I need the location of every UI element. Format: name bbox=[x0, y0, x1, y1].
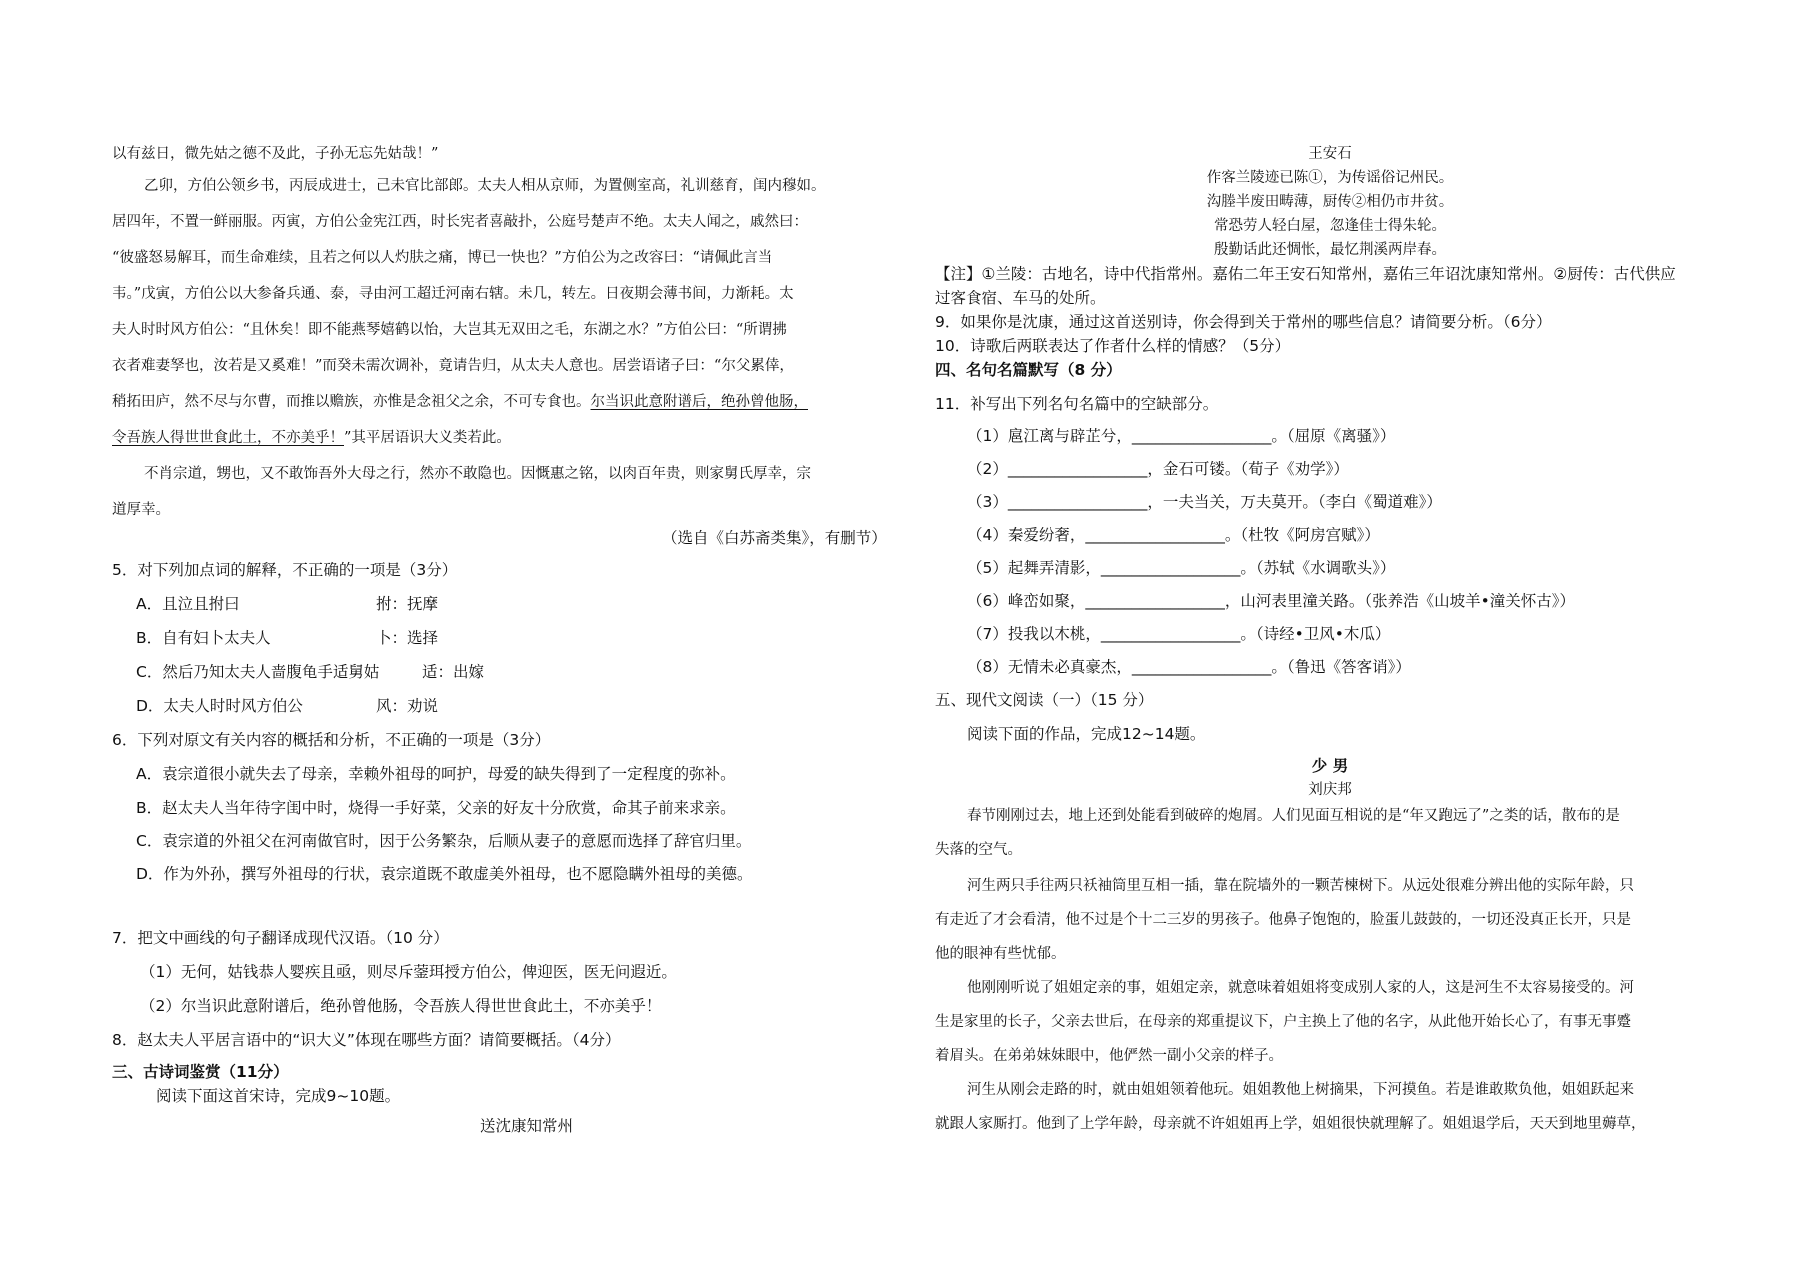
q5-option-d: D．太夫人时时风方伯公 bbox=[136, 697, 303, 715]
passage-line: “彼盛怒易解耳，而生命难续，且若之何以人灼肤之痛，博已一快也？”方伯公为之改容曰：“请佩此言当 bbox=[112, 250, 773, 266]
fill-blank-item: （2）__________________，金石可镂。（荀子《劝学》） bbox=[967, 460, 1349, 478]
story-line: 生是家里的长子，父亲去世后，在母亲的郑重提议下，户主换上了他的名字，从此他开始长心了，有事无事蹙 bbox=[935, 1014, 1631, 1030]
passage-line: 道厚幸。 bbox=[112, 502, 170, 518]
q5-option-a: A．且泣且拊曰 bbox=[136, 595, 240, 613]
passage-line: 乙卯，方伯公领乡书，丙辰成进士，己未官比部郎。太夫人相从京师，为置侧室高，礼训慈育，闺内穆如。 bbox=[144, 178, 826, 194]
section-4-heading: 四、名句名篇默写（8 分） bbox=[935, 361, 1122, 379]
passage-line: 夫人时时风方伯公：“且休矣！即不能燕琴嬉鹤以怡，大岂其无双田之毛，东湖之水？”方伯公曰：“所谓拂 bbox=[112, 322, 787, 338]
question-10: 10．诗歌后两联表达了作者什么样的情感？（5分） bbox=[935, 337, 1291, 355]
question-11: 11．补写出下列名句名篇中的空缺部分。 bbox=[935, 395, 1219, 413]
source-citation: （选自《白苏斋类集》，有删节） bbox=[662, 529, 887, 547]
poem-line: 常恐劳人轻白屋，忽逢佳士得朱轮。 bbox=[1214, 218, 1446, 234]
story-line: 就跟人家厮打。他到了上学年龄，母亲就不许姐姐再上学，姐姐很快就理解了。姐姐退学后，天天到地里薅草， bbox=[935, 1116, 1646, 1132]
passage-line: 居四年，不置一鲜丽服。丙寅，方伯公金宪江西，时长宪者喜敲扑，公庭号楚声不绝。太夫人闻之，戚然曰： bbox=[112, 214, 808, 230]
poem-line: 殷勤话此还惆怅，最忆荆溪两岸春。 bbox=[1214, 242, 1446, 258]
q7-sentence-2: （2）尔当识此意附谱后，绝孙曾他肠，令吾族人得世世食此土，不亦美乎！ bbox=[140, 997, 662, 1015]
passage-line bbox=[112, 392, 808, 412]
section-3-intro: 阅读下面这首宋诗，完成9~10题。 bbox=[156, 1087, 401, 1105]
poem-note: 过客食宿、车马的处所。 bbox=[935, 289, 1106, 307]
story-line: 春节刚刚过去，地上还到处能看到破碎的炮屑。人们见面互相说的是“年又跑远了”之类的话，散布的是 bbox=[967, 808, 1620, 824]
fill-blank-item: （3）__________________，一夫当关，万夫莫开。（李白《蜀道难》） bbox=[967, 493, 1442, 511]
story-line: 失落的空气。 bbox=[935, 842, 1022, 858]
q7-sentence-1: （1）无何，姑钱恭人婴疾且亟，则尽斥蓥珥授方伯公，俾迎医，医无问遐近。 bbox=[140, 963, 677, 981]
q6-option-a: A．袁宗道很小就失去了母亲，幸赖外祖母的呵护，母爱的缺失得到了一定程度的弥补。 bbox=[136, 765, 736, 783]
q5-option-b-gloss: 卜：选择 bbox=[376, 629, 439, 647]
q5-option-c-gloss: 适：出嫁 bbox=[422, 663, 485, 681]
passage-text: ”其平居语识大义类若此。 bbox=[344, 430, 511, 446]
story-author: 刘庆邦 bbox=[1308, 782, 1352, 798]
question-5: 5．对下列加点词的解释，不正确的一项是（3分） bbox=[112, 561, 458, 579]
story-line: 他的眼神有些忧郁。 bbox=[935, 946, 1066, 962]
question-7: 7．把文中画线的句子翻译成现代汉语。（10 分） bbox=[112, 929, 449, 947]
underlined-sentence-2: 令吾族人得世世食此土，不亦美乎！ bbox=[112, 430, 344, 446]
fill-blank-item: （7）投我以木桃，__________________。（诗经•卫风•木瓜） bbox=[967, 625, 1391, 643]
section-3-heading: 三、古诗词鉴赏（11分） bbox=[112, 1063, 289, 1081]
poem-line: 作客兰陵迹已陈①，为传谣俗记州民。 bbox=[1206, 170, 1454, 186]
q6-option-c: C．袁宗道的外祖父在河南做官时，因于公务繁杂，后顺从妻子的意愿而选择了辞官归里。 bbox=[136, 832, 752, 850]
poem-author: 王安石 bbox=[1308, 146, 1352, 162]
story-title: 少 男 bbox=[1311, 757, 1349, 775]
q6-option-b: B．赵太夫人当年待字闺中时，烧得一手好菜，父亲的好友十分欣赏，命其子前来求亲。 bbox=[136, 799, 736, 817]
story-line: 他刚刚听说了姐姐定亲的事，姐姐定亲，就意味着姐姐将变成别人家的人，这是河生不太容易接受的。河 bbox=[967, 980, 1634, 996]
underlined-sentence-1: 尔当识此意附谱后，绝孙曾他肠， bbox=[590, 394, 808, 410]
question-6: 6．下列对原文有关内容的概括和分析，不正确的一项是（3分） bbox=[112, 731, 551, 749]
question-8: 8．赵太夫人平居言语中的“识大义”体现在哪些方面？请简要概括。（4分） bbox=[112, 1031, 621, 1049]
story-line: 有走近了才会看清，他不过是个十二三岁的男孩子。他鼻子饱饱的，脸蛋儿鼓鼓的，一切还没真正长开，只是 bbox=[935, 912, 1631, 928]
q5-option-a-gloss: 拊：抚摩 bbox=[376, 595, 439, 613]
q5-option-b: B．自有妇卜太夫人 bbox=[136, 629, 271, 647]
fill-blank-item: （5）起舞弄清影，__________________。（苏轼《水调歌头》） bbox=[967, 559, 1396, 577]
q5-option-d-gloss: 风：劝说 bbox=[376, 697, 439, 715]
story-line: 河生两只手往两只袄袖筒里互相一插，靠在院墙外的一颗苦楝树下。从远处很难分辨出他的实际年龄，只 bbox=[967, 878, 1634, 894]
passage-line: 以有兹日，微先姑之德不及此，子孙无忘先姑哉！” bbox=[112, 146, 439, 162]
passage-line: 不肖宗道，甥也，又不敢饰吾外大母之行，然亦不敢隐也。因慨惠之铭，以肉百年贵，则家舅氏厚幸，宗 bbox=[144, 466, 811, 482]
fill-blank-item: （4）秦爱纷奢，__________________。（杜牧《阿房宫赋》） bbox=[967, 526, 1380, 544]
fill-blank-item: （6）峰峦如聚，__________________，山河表里潼关路。（张养浩《山坡羊•潼关怀古》） bbox=[967, 592, 1576, 610]
section-5-intro: 阅读下面的作品，完成12~14题。 bbox=[967, 725, 1206, 743]
fill-blank-item: （8）无情未必真豪杰，__________________。（鲁迅《答客诮》） bbox=[967, 658, 1411, 676]
question-9: 9．如果你是沈康，通过这首送别诗，你会得到关于常州的哪些信息？请简要分析。（6分） bbox=[935, 313, 1552, 331]
passage-line: 衣者难妻孥也，汝若是又奚难！”而癸未需次调补，竟请告归，从太夫人意也。居尝语诸子曰：“尔父累倖， bbox=[112, 358, 794, 374]
poem-line: 沟塍半废田畴薄，厨传②相仍市井贫。 bbox=[1206, 194, 1454, 210]
passage-line bbox=[112, 428, 511, 448]
passage-text: 稍拓田庐，然不尽与尔曹，而推以赡族，亦惟是念祖父之余，不可专食也。 bbox=[112, 394, 591, 410]
poem-note: 【注】①兰陵：古地名，诗中代指常州。嘉佑二年王安石知常州，嘉佑三年诏沈康知常州。②厨传：古代供应 bbox=[935, 265, 1676, 283]
q5-option-c: C．然后乃知太夫人啬腹龟手适舅姑 bbox=[136, 663, 380, 681]
story-line: 着眉头。在弟弟妹妹眼中，他俨然一副小父亲的样子。 bbox=[935, 1048, 1283, 1064]
fill-blank-item: （1）扈江离与辟芷兮，__________________。（屈原《离骚》） bbox=[967, 427, 1396, 445]
story-line: 河生从刚会走路的时，就由姐姐领着他玩。姐姐教他上树摘果，下河摸鱼。若是谁敢欺负他，姐姐跃起来 bbox=[967, 1082, 1634, 1098]
poem-title: 送沈康知常州 bbox=[480, 1117, 574, 1135]
passage-line: 韦。”戊寅，方伯公以大参备兵通、泰，寻由河工超迁河南右辖。未几，转左。日夜期会薄书间，力渐耗。太 bbox=[112, 286, 794, 302]
q6-option-d: D．作为外孙，撰写外祖母的行状，袁宗道既不敢虚美外祖母，也不愿隐瞒外祖母的美德。 bbox=[136, 865, 753, 883]
section-5-heading: 五、现代文阅读（一）（15 分） bbox=[935, 691, 1154, 709]
